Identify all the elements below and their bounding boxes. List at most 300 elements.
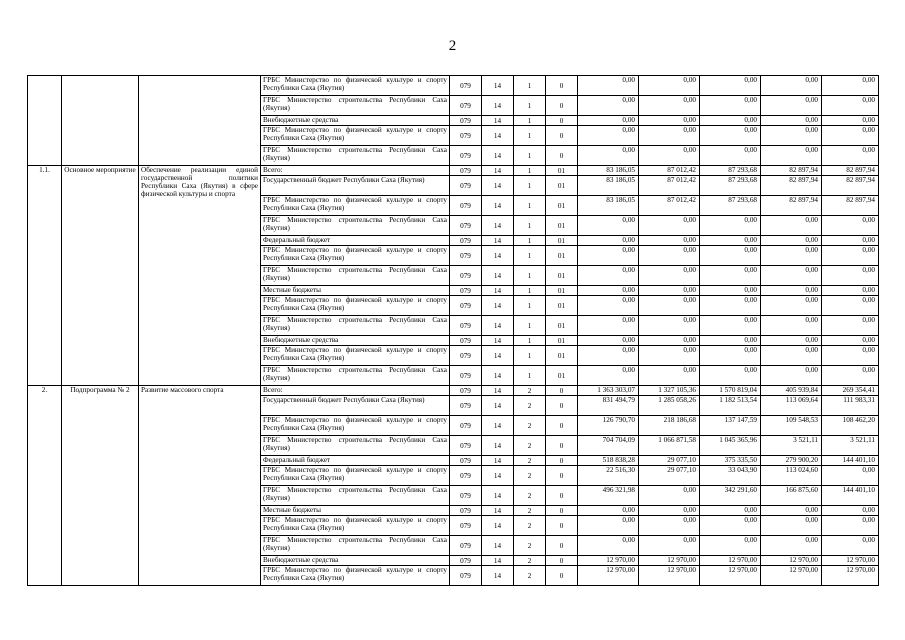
code-grbs: 079	[450, 506, 482, 516]
amount-year-1: 0,00	[578, 76, 639, 96]
amount-year-4: 3 521,11	[761, 436, 822, 456]
amount-year-4: 82 897,94	[761, 166, 822, 176]
amount-year-5: 0,00	[822, 366, 879, 386]
code-section: 14	[482, 486, 514, 506]
amount-year-3: 0,00	[700, 236, 761, 246]
amount-year-1: 0,00	[578, 246, 639, 266]
amount-year-2: 0,00	[639, 336, 700, 346]
code-grbs: 079	[450, 556, 482, 566]
amount-year-1: 704 704,09	[578, 436, 639, 456]
funding-source: ГРБС Министерство строительства Республики Саха (Якутия)	[261, 266, 450, 286]
amount-year-5: 0,00	[822, 146, 879, 166]
amount-year-2: 1 327 105,36	[639, 386, 700, 396]
amount-year-3: 0,00	[700, 366, 761, 386]
amount-year-5: 0,00	[822, 336, 879, 346]
amount-year-2: 0,00	[639, 286, 700, 296]
amount-year-3: 1 570 819,04	[700, 386, 761, 396]
amount-year-1: 0,00	[578, 146, 639, 166]
amount-year-2: 0,00	[639, 96, 700, 116]
code-event: 0	[546, 126, 578, 146]
amount-year-3: 0,00	[700, 266, 761, 286]
amount-year-2: 0,00	[639, 236, 700, 246]
code-grbs: 079	[450, 396, 482, 416]
amount-year-3: 0,00	[700, 506, 761, 516]
code-grbs: 079	[450, 536, 482, 556]
amount-year-3: 0,00	[700, 336, 761, 346]
code-program: 2	[514, 436, 546, 456]
code-section: 14	[482, 556, 514, 566]
funding-source: ГРБС Министерство по физической культуре и спорту Республики Саха (Якутия)	[261, 516, 450, 536]
amount-year-5: 0,00	[822, 246, 879, 266]
code-program: 1	[514, 336, 546, 346]
amount-year-1: 12 970,00	[578, 566, 639, 586]
code-program: 1	[514, 146, 546, 166]
amount-year-5: 108 462,20	[822, 416, 879, 436]
amount-year-5: 0,00	[822, 76, 879, 96]
amount-year-4: 0,00	[761, 146, 822, 166]
amount-year-5: 0,00	[822, 466, 879, 486]
amount-year-5: 0,00	[822, 216, 879, 236]
funding-source: ГРБС Министерство строительства Республики Саха (Якутия)	[261, 96, 450, 116]
amount-year-3: 12 970,00	[700, 566, 761, 586]
amount-year-1: 518 838,28	[578, 456, 639, 466]
amount-year-5: 144 401,10	[822, 456, 879, 466]
amount-year-1: 0,00	[578, 366, 639, 386]
code-section: 14	[482, 386, 514, 396]
amount-year-2: 29 077,10	[639, 466, 700, 486]
code-section: 14	[482, 536, 514, 556]
code-event: 01	[546, 176, 578, 196]
code-section: 14	[482, 96, 514, 116]
amount-year-4: 166 875,60	[761, 486, 822, 506]
amount-year-3: 0,00	[700, 536, 761, 556]
amount-year-4: 109 548,53	[761, 416, 822, 436]
code-section: 14	[482, 366, 514, 386]
amount-year-3: 0,00	[700, 246, 761, 266]
code-program: 1	[514, 126, 546, 146]
table-row	[28, 166, 879, 176]
amount-year-3: 87 293,68	[700, 176, 761, 196]
code-event: 01	[546, 296, 578, 316]
amount-year-2: 0,00	[639, 346, 700, 366]
code-grbs: 079	[450, 166, 482, 176]
funding-source: Государственный бюджет Республики Саха (Якутия)	[261, 176, 450, 196]
item-number: 2.	[28, 386, 62, 586]
budget-table	[27, 75, 879, 586]
amount-year-2: 1 066 871,58	[639, 436, 700, 456]
amount-year-3: 137 147,59	[700, 416, 761, 436]
amount-year-4: 113 069,64	[761, 396, 822, 416]
code-section: 14	[482, 396, 514, 416]
code-grbs: 079	[450, 146, 482, 166]
code-grbs: 079	[450, 126, 482, 146]
code-event: 01	[546, 216, 578, 236]
code-grbs: 079	[450, 566, 482, 586]
amount-year-3: 0,00	[700, 146, 761, 166]
code-program: 2	[514, 466, 546, 486]
code-program: 1	[514, 166, 546, 176]
item-description	[139, 76, 261, 166]
code-event: 01	[546, 346, 578, 366]
code-program: 1	[514, 316, 546, 336]
amount-year-4: 0,00	[761, 336, 822, 346]
funding-source: ГРБС Министерство по физической культуре и спорту Республики Саха (Якутия)	[261, 416, 450, 436]
amount-year-3: 0,00	[700, 296, 761, 316]
amount-year-4: 113 024,60	[761, 466, 822, 486]
code-event: 0	[546, 396, 578, 416]
code-section: 14	[482, 196, 514, 216]
code-section: 14	[482, 506, 514, 516]
amount-year-4: 0,00	[761, 286, 822, 296]
code-section: 14	[482, 456, 514, 466]
amount-year-4: 0,00	[761, 76, 822, 96]
code-event: 01	[546, 336, 578, 346]
amount-year-1: 0,00	[578, 316, 639, 336]
amount-year-2: 0,00	[639, 126, 700, 146]
amount-year-5: 0,00	[822, 96, 879, 116]
code-event: 0	[546, 386, 578, 396]
amount-year-5: 0,00	[822, 506, 879, 516]
amount-year-5: 269 354,41	[822, 386, 879, 396]
amount-year-3: 0,00	[700, 126, 761, 146]
code-program: 2	[514, 456, 546, 466]
amount-year-3: 0,00	[700, 116, 761, 126]
code-program: 1	[514, 286, 546, 296]
code-program: 1	[514, 216, 546, 236]
code-program: 2	[514, 556, 546, 566]
amount-year-5: 3 521,11	[822, 436, 879, 456]
code-section: 14	[482, 416, 514, 436]
code-event: 01	[546, 366, 578, 386]
amount-year-1: 0,00	[578, 96, 639, 116]
funding-source: Государственный бюджет Республики Саха (Якутия)	[261, 396, 450, 416]
code-grbs: 079	[450, 196, 482, 216]
code-program: 2	[514, 396, 546, 416]
amount-year-4: 0,00	[761, 516, 822, 536]
funding-source: Внебюджетные средства	[261, 336, 450, 346]
funding-source: ГРБС Министерство строительства Республики Саха (Якутия)	[261, 316, 450, 336]
code-grbs: 079	[450, 486, 482, 506]
code-event: 0	[546, 456, 578, 466]
code-section: 14	[482, 126, 514, 146]
code-section: 14	[482, 336, 514, 346]
code-section: 14	[482, 266, 514, 286]
funding-source: Всего:	[261, 166, 450, 176]
code-event: 0	[546, 436, 578, 456]
amount-year-3: 342 291,60	[700, 486, 761, 506]
amount-year-2: 0,00	[639, 316, 700, 336]
code-event: 0	[546, 146, 578, 166]
amount-year-4: 0,00	[761, 506, 822, 516]
code-event: 0	[546, 96, 578, 116]
amount-year-1: 0,00	[578, 126, 639, 146]
amount-year-2: 0,00	[639, 216, 700, 236]
code-grbs: 079	[450, 96, 482, 116]
amount-year-1: 0,00	[578, 536, 639, 556]
item-description: Обеспечение реализации единой государственной политики Республики Саха (Якутия) в сфере физической культуры и спорта	[139, 166, 261, 386]
amount-year-1: 0,00	[578, 506, 639, 516]
code-grbs: 079	[450, 296, 482, 316]
code-grbs: 079	[450, 216, 482, 236]
amount-year-4: 0,00	[761, 316, 822, 336]
amount-year-4: 0,00	[761, 216, 822, 236]
funding-source: Местные бюджеты	[261, 506, 450, 516]
amount-year-1: 0,00	[578, 116, 639, 126]
code-grbs: 079	[450, 416, 482, 436]
code-section: 14	[482, 296, 514, 316]
code-event: 01	[546, 196, 578, 216]
code-program: 1	[514, 176, 546, 196]
funding-source: Внебюджетные средства	[261, 116, 450, 126]
code-program: 1	[514, 266, 546, 286]
item-number: 1.1.	[28, 166, 62, 386]
code-program: 2	[514, 386, 546, 396]
amount-year-4: 0,00	[761, 536, 822, 556]
amount-year-5: 0,00	[822, 296, 879, 316]
amount-year-2: 87 012,42	[639, 166, 700, 176]
amount-year-4: 82 897,94	[761, 176, 822, 196]
code-grbs: 079	[450, 346, 482, 366]
code-section: 14	[482, 316, 514, 336]
code-section: 14	[482, 286, 514, 296]
code-section: 14	[482, 516, 514, 536]
code-event: 01	[546, 236, 578, 246]
table-row	[28, 386, 879, 396]
funding-source: ГРБС Министерство по физической культуре и спорту Республики Саха (Якутия)	[261, 246, 450, 266]
code-event: 01	[546, 166, 578, 176]
funding-source: Федеральный бюджет	[261, 236, 450, 246]
amount-year-1: 0,00	[578, 286, 639, 296]
funding-source: ГРБС Министерство строительства Республики Саха (Якутия)	[261, 536, 450, 556]
amount-year-2: 0,00	[639, 536, 700, 556]
amount-year-2: 12 970,00	[639, 566, 700, 586]
code-section: 14	[482, 166, 514, 176]
code-section: 14	[482, 466, 514, 486]
code-program: 1	[514, 366, 546, 386]
amount-year-4: 279 900,20	[761, 456, 822, 466]
amount-year-2: 0,00	[639, 296, 700, 316]
code-program: 1	[514, 346, 546, 366]
funding-source: ГРБС Министерство строительства Республики Саха (Якутия)	[261, 366, 450, 386]
amount-year-1: 0,00	[578, 216, 639, 236]
amount-year-2: 0,00	[639, 76, 700, 96]
code-program: 1	[514, 116, 546, 126]
funding-source: Всего:	[261, 386, 450, 396]
amount-year-2: 218 186,68	[639, 416, 700, 436]
code-grbs: 079	[450, 386, 482, 396]
funding-source: ГРБС Министерство строительства Республики Саха (Якутия)	[261, 146, 450, 166]
page-number: 2	[448, 38, 457, 54]
item-name: Основное мероприятие	[62, 166, 139, 386]
amount-year-1: 83 186,05	[578, 176, 639, 196]
code-grbs: 079	[450, 76, 482, 96]
amount-year-1: 83 186,05	[578, 196, 639, 216]
amount-year-4: 0,00	[761, 266, 822, 286]
amount-year-3: 87 293,68	[700, 196, 761, 216]
code-grbs: 079	[450, 116, 482, 126]
amount-year-5: 82 897,94	[822, 166, 879, 176]
amount-year-4: 0,00	[761, 366, 822, 386]
amount-year-4: 0,00	[761, 246, 822, 266]
amount-year-5: 0,00	[822, 126, 879, 146]
code-program: 1	[514, 96, 546, 116]
code-grbs: 079	[450, 466, 482, 486]
amount-year-3: 1 182 513,54	[700, 396, 761, 416]
code-program: 2	[514, 566, 546, 586]
amount-year-2: 0,00	[639, 146, 700, 166]
amount-year-3: 0,00	[700, 96, 761, 116]
amount-year-2: 1 285 058,26	[639, 396, 700, 416]
amount-year-2: 87 012,42	[639, 196, 700, 216]
code-grbs: 079	[450, 236, 482, 246]
amount-year-3: 0,00	[700, 316, 761, 336]
amount-year-5: 0,00	[822, 286, 879, 296]
code-event: 01	[546, 286, 578, 296]
code-program: 1	[514, 246, 546, 266]
code-section: 14	[482, 76, 514, 96]
amount-year-5: 12 970,00	[822, 566, 879, 586]
code-grbs: 079	[450, 516, 482, 536]
code-program: 1	[514, 296, 546, 316]
code-program: 2	[514, 486, 546, 506]
amount-year-1: 0,00	[578, 516, 639, 536]
amount-year-5: 144 401,10	[822, 486, 879, 506]
funding-source: ГРБС Министерство по физической культуре и спорту Республики Саха (Якутия)	[261, 196, 450, 216]
amount-year-3: 0,00	[700, 516, 761, 536]
amount-year-1: 496 321,98	[578, 486, 639, 506]
funding-source: ГРБС Министерство по физической культуре и спорту Республики Саха (Якутия)	[261, 566, 450, 586]
amount-year-4: 0,00	[761, 296, 822, 316]
code-event: 0	[546, 536, 578, 556]
code-section: 14	[482, 566, 514, 586]
code-grbs: 079	[450, 316, 482, 336]
item-name: Подпрограмма № 2	[62, 386, 139, 586]
amount-year-1: 0,00	[578, 346, 639, 366]
code-section: 14	[482, 176, 514, 196]
amount-year-5: 0,00	[822, 536, 879, 556]
amount-year-3: 87 293,68	[700, 166, 761, 176]
code-grbs: 079	[450, 286, 482, 296]
amount-year-5: 0,00	[822, 266, 879, 286]
code-event: 0	[546, 486, 578, 506]
code-section: 14	[482, 246, 514, 266]
amount-year-4: 0,00	[761, 116, 822, 126]
amount-year-5: 111 983,31	[822, 396, 879, 416]
amount-year-2: 0,00	[639, 486, 700, 506]
amount-year-2: 0,00	[639, 506, 700, 516]
amount-year-3: 1 045 365,96	[700, 436, 761, 456]
code-event: 01	[546, 246, 578, 266]
amount-year-1: 0,00	[578, 336, 639, 346]
amount-year-5: 0,00	[822, 346, 879, 366]
amount-year-1: 126 790,70	[578, 416, 639, 436]
amount-year-1: 0,00	[578, 266, 639, 286]
amount-year-4: 0,00	[761, 346, 822, 366]
amount-year-4: 0,00	[761, 236, 822, 246]
amount-year-2: 29 077,10	[639, 456, 700, 466]
code-section: 14	[482, 236, 514, 246]
amount-year-4: 12 970,00	[761, 566, 822, 586]
amount-year-2: 0,00	[639, 366, 700, 386]
amount-year-1: 83 186,05	[578, 166, 639, 176]
code-program: 2	[514, 416, 546, 436]
code-event: 0	[546, 516, 578, 536]
amount-year-1: 12 970,00	[578, 556, 639, 566]
funding-source: ГРБС Министерство по физической культуре и спорту Республики Саха (Якутия)	[261, 76, 450, 96]
amount-year-1: 1 363 303,07	[578, 386, 639, 396]
code-section: 14	[482, 346, 514, 366]
amount-year-3: 0,00	[700, 346, 761, 366]
funding-source: ГРБС Министерство по физической культуре и спорту Республики Саха (Якутия)	[261, 296, 450, 316]
amount-year-1: 22 516,30	[578, 466, 639, 486]
amount-year-1: 0,00	[578, 296, 639, 316]
code-program: 1	[514, 76, 546, 96]
funding-source: ГРБС Министерство строительства Республики Саха (Якутия)	[261, 216, 450, 236]
table-row	[28, 76, 879, 96]
code-program: 2	[514, 536, 546, 556]
item-number	[28, 76, 62, 166]
amount-year-2: 0,00	[639, 116, 700, 126]
funding-source: ГРБС Министерство по физической культуре и спорту Республики Саха (Якутия)	[261, 346, 450, 366]
funding-source: Местные бюджеты	[261, 286, 450, 296]
amount-year-2: 0,00	[639, 246, 700, 266]
code-event: 0	[546, 466, 578, 486]
code-grbs: 079	[450, 266, 482, 286]
amount-year-2: 0,00	[639, 516, 700, 536]
amount-year-2: 12 970,00	[639, 556, 700, 566]
amount-year-3: 0,00	[700, 76, 761, 96]
code-grbs: 079	[450, 176, 482, 196]
funding-source: ГРБС Министерство строительства Республики Саха (Якутия)	[261, 486, 450, 506]
code-grbs: 079	[450, 246, 482, 266]
funding-source: Федеральный бюджет	[261, 456, 450, 466]
code-grbs: 079	[450, 366, 482, 386]
amount-year-4: 0,00	[761, 126, 822, 146]
amount-year-5: 12 970,00	[822, 556, 879, 566]
amount-year-5: 0,00	[822, 316, 879, 336]
amount-year-3: 0,00	[700, 286, 761, 296]
amount-year-2: 0,00	[639, 266, 700, 286]
code-event: 0	[546, 506, 578, 516]
amount-year-2: 87 012,42	[639, 176, 700, 196]
amount-year-5: 82 897,94	[822, 196, 879, 216]
amount-year-1: 831 494,79	[578, 396, 639, 416]
item-name	[62, 76, 139, 166]
code-event: 0	[546, 116, 578, 126]
code-event: 01	[546, 316, 578, 336]
amount-year-5: 82 897,94	[822, 176, 879, 196]
amount-year-4: 12 970,00	[761, 556, 822, 566]
code-event: 01	[546, 266, 578, 286]
code-section: 14	[482, 146, 514, 166]
code-section: 14	[482, 116, 514, 126]
amount-year-4: 405 939,84	[761, 386, 822, 396]
amount-year-4: 82 897,94	[761, 196, 822, 216]
amount-year-5: 0,00	[822, 116, 879, 126]
funding-source: ГРБС Министерство по физической культуре и спорту Республики Саха (Якутия)	[261, 466, 450, 486]
amount-year-3: 33 043,90	[700, 466, 761, 486]
funding-source: ГРБС Министерство строительства Республики Саха (Якутия)	[261, 436, 450, 456]
funding-source: Внебюджетные средства	[261, 556, 450, 566]
code-section: 14	[482, 216, 514, 236]
amount-year-3: 12 970,00	[700, 556, 761, 566]
item-description: Развитие массового спорта	[139, 386, 261, 586]
code-program: 2	[514, 516, 546, 536]
amount-year-4: 0,00	[761, 96, 822, 116]
amount-year-3: 375 335,50	[700, 456, 761, 466]
code-event: 0	[546, 566, 578, 586]
code-grbs: 079	[450, 436, 482, 456]
